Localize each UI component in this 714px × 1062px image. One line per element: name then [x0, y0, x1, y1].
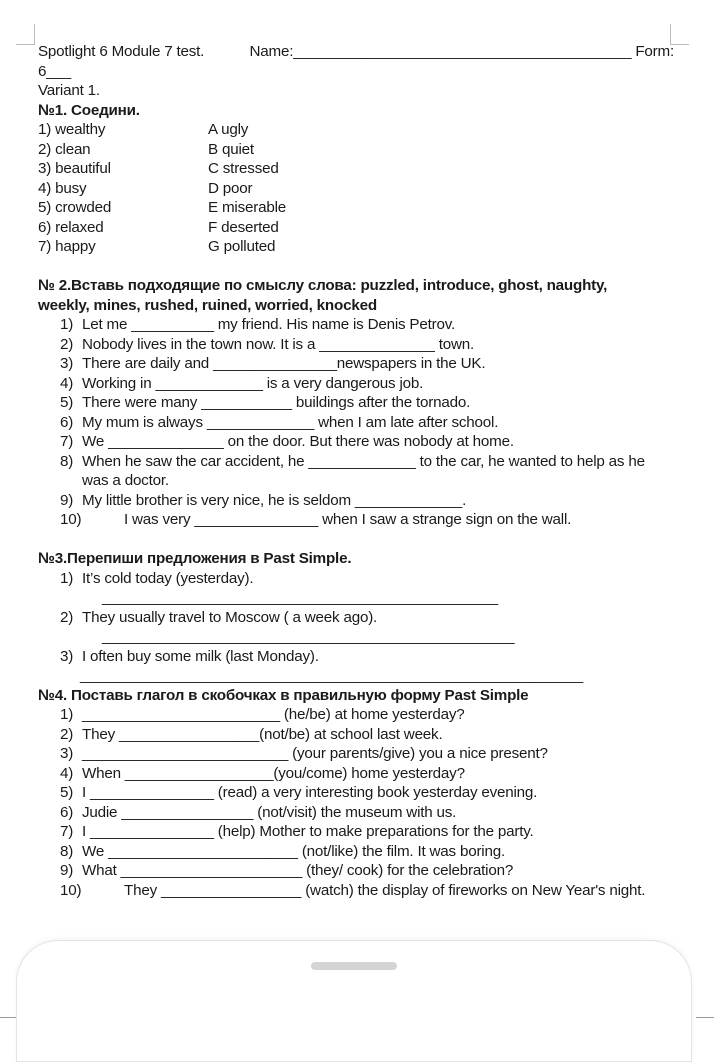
match-right-item: C stressed [208, 160, 279, 177]
match-left-item: 3) beautiful [38, 160, 111, 177]
list-item [60, 764, 674, 784]
item-text: Working in _____________ is a very dangerous job. [82, 374, 424, 392]
task1-matching-list [38, 120, 674, 257]
list-item [60, 842, 674, 862]
list-item [60, 569, 674, 589]
item-text: My little brother is very nice, he is seldom _____________. [82, 491, 467, 509]
item-number: 4) [60, 374, 74, 392]
item-text: There were many ___________ buildings after the tornado. [82, 394, 471, 411]
list-item [60, 491, 674, 511]
list-item [60, 647, 674, 667]
list-item [60, 822, 674, 842]
drag-handle[interactable] [311, 962, 397, 970]
match-row [38, 140, 674, 160]
item-text: When he saw the car accident, he _____________ to the car, he wanted to help as he was a doctor. [82, 452, 645, 489]
answer-blank-line: ________________________________________________ [102, 589, 498, 606]
list-item [60, 315, 674, 335]
item-number: 1) [60, 316, 74, 333]
item-number: 5) [60, 784, 74, 801]
form-value: 6___ [38, 62, 71, 80]
item-number: 2) [60, 608, 74, 626]
name-field-label: Name:_________________________________________ Form: [249, 43, 674, 60]
item-number: 10) [60, 881, 82, 899]
item-number: 9) [60, 491, 74, 509]
match-row [38, 237, 674, 257]
item-number: 1) [60, 569, 74, 587]
task3-list [38, 569, 674, 686]
task2-word-bank: weekly, mines, rushed, ruined, worried, knocked [38, 296, 377, 314]
test-title: Spotlight 6 Module 7 test. [38, 43, 205, 60]
match-row [38, 159, 674, 179]
item-number: 3) [60, 355, 74, 372]
task2-list [38, 315, 674, 530]
item-text: There are daily and _______________newspapers in the UK. [82, 355, 486, 372]
task4-heading: №4. Поставь глагол в скобочках в правильную форму Past Simple [38, 686, 529, 704]
match-row [38, 218, 674, 238]
match-right-item: G polluted [208, 238, 276, 255]
item-number: 2) [60, 335, 74, 353]
item-text: We ______________ on the door. But there was nobody at home. [82, 433, 514, 450]
task2-heading: № 2.Вставь подходящие по смыслу слова: puzzled, introduce, ghost, naughty, [38, 277, 608, 294]
item-text: I _______________ (help) Mother to make preparations for the party. [82, 823, 534, 840]
list-item [60, 783, 674, 803]
match-right-item: F deserted [208, 218, 279, 236]
item-number: 8) [60, 842, 74, 860]
item-text: They _________________ (watch) the display of fireworks on New Year's night. [124, 881, 646, 899]
match-right-item: E miserable [208, 199, 286, 216]
item-text: It’s cold today (yesterday). [82, 569, 254, 587]
item-text: Nobody lives in the town now. It is a ______________ town. [82, 335, 474, 353]
match-row [38, 120, 674, 140]
spacer [38, 257, 674, 277]
list-item [60, 744, 674, 764]
answer-blank-line: __________________________________________________ [102, 628, 515, 645]
item-number: 6) [60, 803, 74, 821]
list-item [60, 803, 674, 823]
match-left-item: 2) clean [38, 140, 91, 158]
match-left-item: 7) happy [38, 238, 96, 255]
item-number: 3) [60, 745, 74, 762]
item-text: ________________________ (he/be) at home yesterday? [82, 706, 465, 723]
document-content [38, 42, 674, 900]
list-item [60, 705, 674, 725]
item-text: Let me __________ my friend. His name is Denis Petrov. [82, 316, 456, 333]
task4-list [38, 705, 674, 900]
match-left-item: 4) busy [38, 179, 87, 197]
list-item [60, 354, 674, 374]
match-row [38, 198, 674, 218]
match-right-item: A ugly [208, 121, 249, 138]
list-item [60, 413, 674, 433]
match-right-item: B quiet [208, 140, 254, 158]
list-item [60, 452, 674, 491]
item-number: 5) [60, 394, 74, 411]
item-text: I often buy some milk (last Monday). [82, 647, 319, 665]
match-left-item: 5) crowded [38, 199, 112, 216]
item-number: 6) [60, 413, 74, 431]
item-text: I was very _______________ when I saw a strange sign on the wall. [124, 511, 572, 528]
item-text: _________________________ (your parents/give) you a nice present? [82, 745, 548, 762]
item-number: 3) [60, 647, 74, 665]
match-left-item: 1) wealthy [38, 121, 106, 138]
task1-heading: №1. Соедини. [38, 101, 140, 119]
bottom-sheet[interactable] [16, 940, 692, 1062]
document-header [38, 42, 674, 62]
list-item [60, 510, 674, 530]
list-item [60, 374, 674, 394]
item-number: 7) [60, 433, 74, 450]
item-number: 9) [60, 862, 74, 879]
spacer [38, 530, 674, 550]
item-number: 2) [60, 725, 74, 743]
list-item [60, 335, 674, 355]
item-number: 7) [60, 823, 74, 840]
match-row [38, 179, 674, 199]
list-item [60, 725, 674, 745]
item-text: They usually travel to Moscow ( a week ago). [82, 608, 378, 626]
list-item [60, 393, 674, 413]
page-corner-mark-bottom-right [696, 1017, 714, 1019]
item-text: They _________________(not/be) at school last week. [82, 725, 443, 743]
page-corner-mark-top-left [16, 24, 35, 45]
item-text: My mum is always _____________ when I am late after school. [82, 413, 499, 431]
task3-heading: №3.Перепиши предложения в Past Simple. [38, 550, 352, 567]
page-corner-mark-bottom-left [0, 1017, 16, 1019]
item-text: I _______________ (read) a very interesting book yesterday evening. [82, 784, 538, 801]
item-text: When __________________(you/come) home yesterday? [82, 764, 465, 782]
list-item [60, 432, 674, 452]
list-item [60, 861, 674, 881]
list-item [60, 881, 674, 901]
item-number: 1) [60, 706, 74, 723]
list-item [60, 608, 674, 628]
item-number: 8) [60, 452, 74, 470]
item-text: What ______________________ (they/ cook) for the celebration? [82, 862, 514, 879]
item-text: Judie ________________ (not/visit) the museum with us. [82, 803, 457, 821]
answer-blank-line: _____________________________________________________________ [80, 667, 584, 684]
item-text: We _______________________ (not/like) the film. It was boring. [82, 842, 505, 860]
item-number: 10) [60, 511, 82, 528]
variant-label: Variant 1. [38, 82, 100, 99]
match-left-item: 6) relaxed [38, 218, 104, 236]
match-right-item: D poor [208, 179, 253, 197]
item-number: 4) [60, 764, 74, 782]
